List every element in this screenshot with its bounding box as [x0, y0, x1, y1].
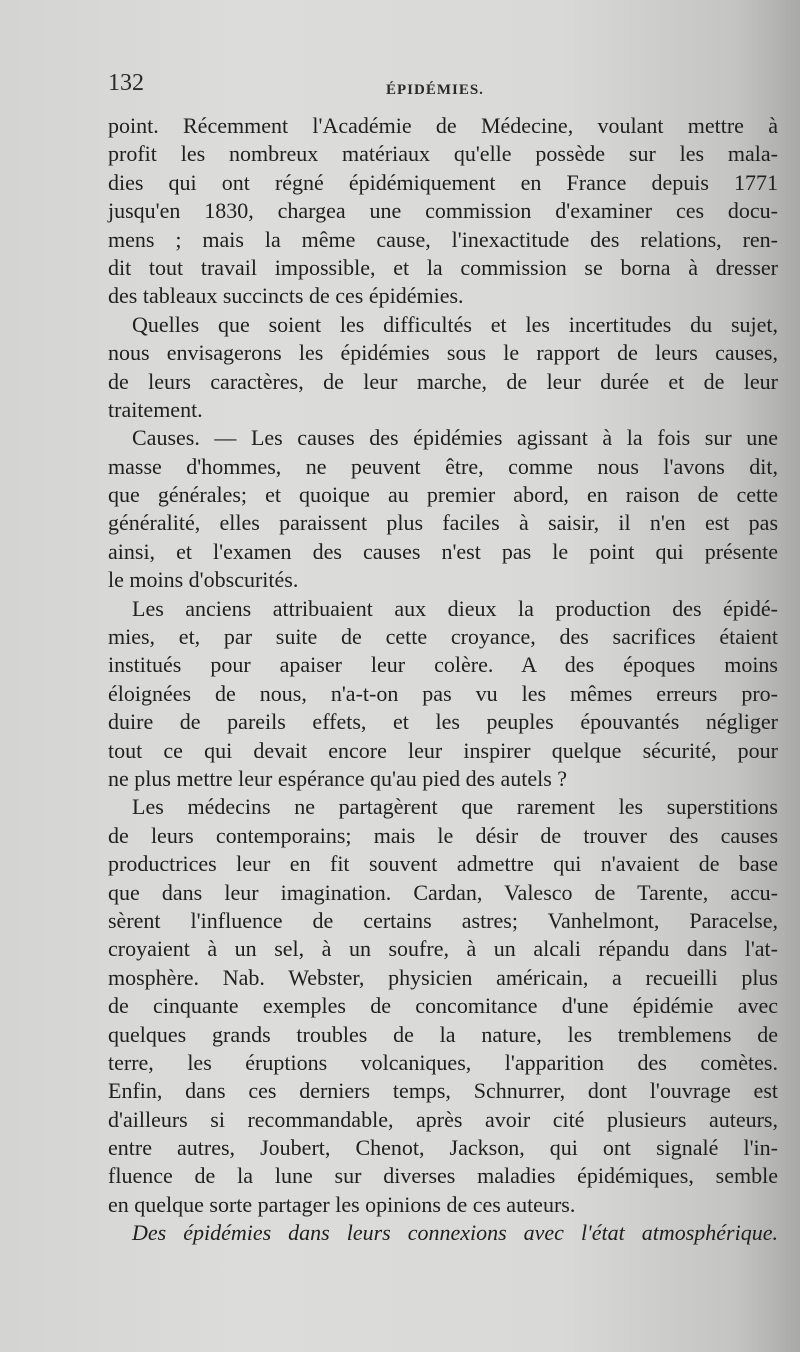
text-line: masse d'hommes, ne peuvent être, comme nous l'avons dit, [108, 453, 778, 479]
text-line: institués pour apaiser leur colère. A des époques moins [108, 652, 778, 678]
text-line: Des épidémies dans leurs connexions avec l'état atmosphérique. [132, 1220, 778, 1246]
text-line: productrices leur en fit souvent admettre qui n'avaient de base [108, 851, 778, 877]
text-line: en quelque sorte partager les opinions de ces auteurs. [108, 1191, 576, 1217]
text-line: généralité, elles paraissent plus faciles à saisir, il n'en est pas [108, 510, 778, 536]
text-line: de leurs contemporains; mais le désir de trouver des causes [108, 822, 778, 848]
text-line: sèrent l'influence de certains astres; Vanhelmont, Paracelse, [108, 907, 778, 933]
text-line: dies qui ont régné épidémiquement en France depuis 1771 [108, 169, 778, 195]
text-line: dit tout travail impossible, et la commission se borna à dresser [108, 254, 778, 280]
text-line: quelques grands troubles de la nature, les tremblemens de [108, 1021, 778, 1047]
text-line: d'ailleurs si recommandable, après avoir cité plusieurs auteurs, [108, 1106, 778, 1132]
text-line: Les médecins ne partagèrent que rarement les superstitions [132, 794, 778, 820]
text-line: ne plus mettre leur espérance qu'au pied des autels ? [108, 765, 568, 791]
text-line: Causes. — Les causes des épidémies agissant à la fois sur une [132, 425, 778, 451]
text-line: de leurs caractères, de leur marche, de leur durée et de leur [108, 368, 778, 394]
text-line: mosphère. Nab. Webster, physicien américain, a recueilli plus [108, 964, 778, 990]
text-line: terre, les éruptions volcaniques, l'apparition des comètes. [108, 1049, 778, 1075]
text-line: que dans leur imagination. Cardan, Valesco de Tarente, accu- [108, 879, 778, 905]
text-line: profit les nombreux matériaux qu'elle possède sur les mala- [108, 141, 778, 167]
text-line: duire de pareils effets, et les peuples épouvantés négliger [108, 709, 778, 735]
text-line: traitement. [108, 396, 203, 422]
text-line: le moins d'obscurités. [108, 567, 299, 593]
text-line: éloignées de nous, n'a-t-on pas vu les mêmes erreurs pro- [108, 680, 778, 706]
text-line: jusqu'en 1830, chargea une commission d'examiner ces docu- [108, 198, 778, 224]
text-line: croyaient à un sel, à un soufre, à un alcali répandu dans l'at- [108, 936, 778, 962]
text-line: que générales; et quoique au premier abord, en raison de cette [108, 482, 778, 508]
body-text [108, 112, 778, 1248]
text-line: mens ; mais la même cause, l'inexactitude des relations, ren- [108, 226, 778, 252]
text-line: des tableaux succincts de ces épidémies. [108, 283, 464, 309]
text-line: nous envisagerons les épidémies sous le rapport de leurs causes, [108, 340, 778, 366]
page-number: 132 [108, 70, 144, 96]
page-header [108, 70, 778, 100]
text-line: de cinquante exemples de concomitance d'une épidémie avec [108, 993, 778, 1019]
text-line: entre autres, Joubert, Chenot, Jackson, qui ont signalé l'in- [108, 1135, 778, 1161]
running-head: ÉPIDÉMIES. [386, 82, 484, 98]
text-line: fluence de la lune sur diverses maladies épidémiques, semble [108, 1163, 778, 1189]
text-line: Quelles que soient les difficultés et les incertitudes du sujet, [132, 311, 778, 337]
text-line: tout ce qui devait encore leur inspirer quelque sécurité, pour [108, 737, 778, 763]
text-line: Les anciens attribuaient aux dieux la production des épidé- [132, 595, 778, 621]
text-line: Enfin, dans ces derniers temps, Schnurrer, dont l'ouvrage est [108, 1078, 778, 1104]
text-line: point. Récemment l'Académie de Médecine, voulant mettre à [108, 113, 778, 138]
text-line: mies, et, par suite de cette croyance, des sacrifices étaient [108, 624, 778, 650]
text-line: ainsi, et l'examen des causes n'est pas le point qui présente [108, 538, 778, 564]
